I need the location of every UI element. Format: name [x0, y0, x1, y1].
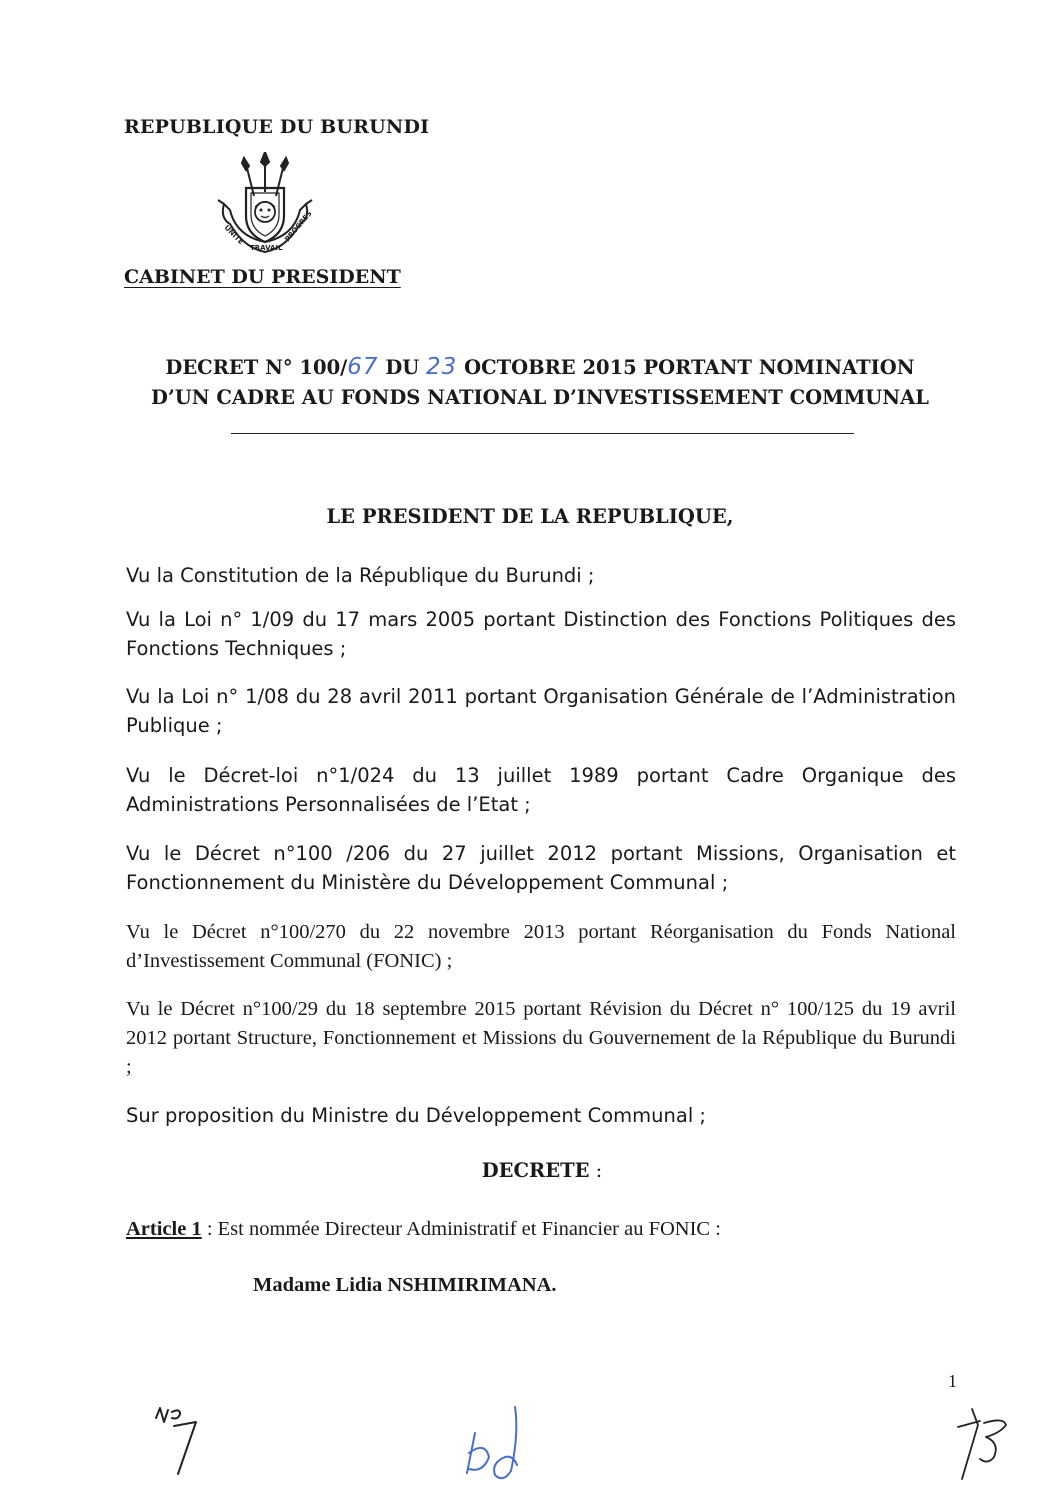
article-1-text: : Est nommée Directeur Administratif et Financier au FONIC :: [201, 1218, 721, 1240]
svg-text:UNITE: UNITE: [222, 223, 246, 247]
title-prefix: DECRET N° 100/: [165, 356, 348, 379]
svg-text:TRAVAIL: TRAVAIL: [250, 244, 283, 252]
consideration-loi-1-09: Vu la Loi n° 1/09 du 17 mars 2005 portant Distinction des Fonctions Politiques des Fonctions Techniques ;: [126, 608, 956, 660]
president-heading: LE PRESIDENT DE LA REPUBLIQUE,: [326, 505, 734, 528]
office-heading: CABINET DU PRESIDENT: [124, 266, 401, 288]
decrete-word: DECRETE: [481, 1159, 590, 1182]
title-divider: [231, 433, 854, 434]
appointee-name: Madame Lidia NSHIMIRIMANA.: [253, 1274, 557, 1296]
consideration-decret-100-270: Vu le Décret n°100/270 du 22 novembre 2013 portant Réorganisation du Fonds National d’Investissement Communal (FONIC) ;: [126, 921, 956, 972]
handwritten-initials-left: [150, 1400, 210, 1480]
handwritten-signature-center: [455, 1393, 535, 1493]
decree-title-line1: [110, 352, 970, 383]
decrete-colon: :: [589, 1159, 603, 1182]
page-number: 1: [948, 1371, 957, 1391]
handwritten-day: 23: [426, 354, 458, 380]
decree-title-line2: D’UN CADRE AU FONDS NATIONAL D’INVESTISSEMENT COMMUNAL: [151, 386, 929, 409]
consideration-decret-loi-1-024: Vu le Décret-loi n°1/024 du 13 juillet 1989 portant Cadre Organique des Administrations Personnalisées de l’Etat ;: [126, 764, 956, 816]
decree-title: [110, 352, 970, 413]
handwritten-initials-right: [950, 1397, 1020, 1492]
country-heading: REPUBLIQUE DU BURUNDI: [124, 116, 430, 138]
title-du: DU: [378, 356, 427, 379]
handwritten-decree-number: 67: [347, 354, 379, 380]
title-date-subject: OCTOBRE 2015 PORTANT NOMINATION: [457, 356, 915, 379]
consideration-loi-1-08: Vu la Loi n° 1/08 du 28 avril 2011 portant Organisation Générale de l’Administration Publique ;: [126, 685, 956, 737]
article-1: [126, 1218, 721, 1241]
consideration-decret-100-29: Vu le Décret n°100/29 du 18 septembre 2015 portant Révision du Décret n° 100/125 du 19 avril 2012 portant Structure, Fonctionnement et Missions du Gouvernement de la République du Burundi ;: [126, 998, 956, 1078]
consideration-decret-100-206: Vu le Décret n°100 /206 du 27 juillet 2012 portant Missions, Organisation et Fonctionnement du Ministère du Développement Communal ;: [126, 842, 956, 894]
consideration-constitution: Vu la Constitution de la République du Burundi ;: [126, 564, 595, 587]
coat-of-arms-emblem: [210, 152, 320, 264]
article-1-label: Article 1: [126, 1218, 202, 1240]
svg-text:PROGRES: PROGRES: [283, 209, 314, 244]
consideration-proposition: Sur proposition du Ministre du Développement Communal ;: [126, 1104, 707, 1127]
decrete-heading: [0, 1159, 1060, 1182]
